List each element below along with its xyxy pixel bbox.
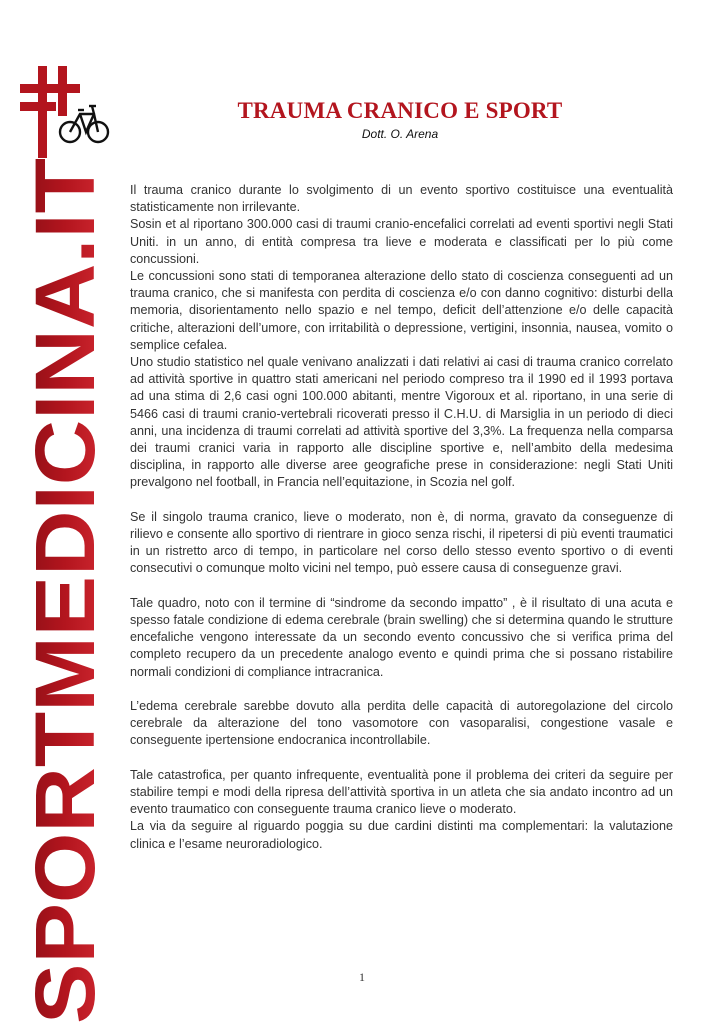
paragraph bbox=[130, 767, 673, 853]
paragraph-text: Tale quadro, noto con il termine di “sindrome da secondo impatto” , è il risultato di una acuta e spesso fatale condizione di edema cerebrale (brain swelling) che si determina quando le strutture encefaliche vengono interessate da un secondo evento concussivo che si verifica prima del completo recupero da un precedente analogo evento e quindi prima che si possano ristabilire normali condizioni di compliance intracranica. bbox=[130, 595, 673, 679]
vertical-brand-band bbox=[18, 158, 112, 1024]
paragraph-text: Tale catastrofica, per quanto infrequente, eventualità pone il problema dei criteri da seguire per stabilire tempi e modi della ripresa dell’attività sportiva in un atleta che sia andato incontro ad un evento traumatico con conseguente trauma cranico lieve o moderato. La via da seguire al riguardo poggia su due cardini distinti ma complementari: la valutazione clinica e l’esame neuroradiologico. bbox=[130, 767, 673, 851]
article-body bbox=[130, 182, 673, 870]
paragraph bbox=[130, 182, 673, 492]
paragraph-text: L’edema cerebrale sarebbe dovuto alla perdita delle capacità di autoregolazione del circolo cerebrale da alterazione del tono vasomotore con vasoparalisi, congestione vasale e conseguente ipertensione endocranica incontrollabile. bbox=[130, 699, 673, 748]
brand-logo bbox=[20, 66, 112, 166]
vertical-brand-text: SPORTMEDICINA.IT bbox=[18, 221, 112, 1024]
paragraph bbox=[130, 698, 673, 750]
paragraph bbox=[130, 509, 673, 578]
author-name: Dott. O. Arena bbox=[361, 127, 439, 141]
page-title: TRAUMA CRANICO E SPORT bbox=[237, 98, 563, 123]
paragraph-text: Se il singolo trauma cranico, lieve o moderato, non è, di norma, gravato da conseguenze di rilievo e consente allo sportivo di rientrare in gioco senza rischi, il ripetersi di più eventi traumatici in un ristretto arco di tempo, in particolare nel corso dello stesso evento sportivo o di eventi consecutivi o comunque molto vicini nel tempo, può essere causa di conseguenze gravi. bbox=[130, 509, 673, 576]
page-number: 1 bbox=[359, 970, 365, 984]
paragraph bbox=[130, 595, 673, 681]
paragraph-text: Il trauma cranico durante lo svolgimento di un evento sportivo costituisce una eventualità statisticamente non irrilevante. Sosin et al riportano 300.000 casi di traumi cranio-encefalici correlati ad eventi sportivi negli Stati Uniti. in un anno, di entità compresa tra lieve e moderata e classificati per lo più come concussioni. Le concussioni sono stati di temporanea alterazione dello stato di coscienza conseguenti ad un trauma cranico, che si manifesta con perdita di coscienza e/o con danno cognitivo: disturbi della memoria, disorientamento nello spazio e nel tempo, deficit dell’attenzione e/o delle capacità critiche, alterazioni dell’umore, con irritabilità o depressione, vertigini, insonnia, nausea, vomito o semplice cefalea. Uno studio statistico nel quale venivano analizzati i dati relativi ai casi di trauma cranico correlato ad attività sportive in quattro stati americani nel periodo compreso tra il 1990 ed il 1993 portava ad una stima di 2,6 casi ogni 100.000 abitanti, mentre Vigoroux et al. riportano, in una serie di 5466 casi di traumi cranio-vertebrali ricoverati presso il C.H.U. di Marsiglia in un periodo di dieci anni, una incidenza di traumi correlati ad attività sportive del 3,3%. La frequenza nella comparsa dei traumi cranici varia in rapporto alle discipline sportive e, nell’ambito della medesima disciplina, in rapporto alle diverse aree geografiche prese in considerazione: negli Stati Uniti prevalgono nel football, in Francia nell’equitazione, in Scozia nel golf. bbox=[130, 183, 673, 490]
cross-bicycle-logo-icon bbox=[20, 66, 112, 166]
